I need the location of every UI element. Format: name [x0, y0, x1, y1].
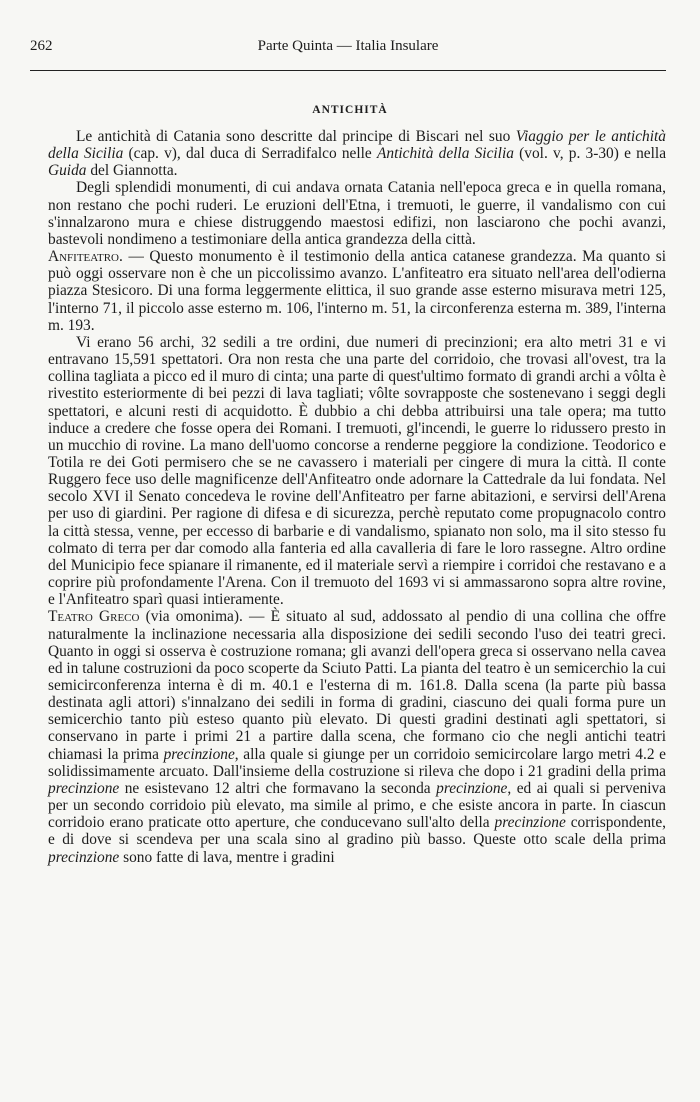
body-text — [48, 128, 666, 866]
text-run: sono fatte di lava, mentre i gradini — [119, 848, 335, 866]
page-number: 262 — [30, 38, 53, 54]
text-run: corrispondente, e di dove si scendeva per una scala sino al gradino più basso. Queste otto scale della prima — [48, 814, 666, 849]
paragraph-sources — [48, 128, 666, 179]
header-rule — [30, 70, 666, 71]
entry-heading-teatro-greco: Teatro Greco — [48, 608, 140, 626]
paragraph-anfiteatro-history: Vi erano 56 archi, 32 sedili a tre ordini, due numeri di precinzioni; era alto metri 31 e vi entravano 15,591 spettatori. Ora non resta che una parte del corridoio, che trovasi all'ovest, tra la collina tagliata a picco ed il muro di cinta; una parte di quest'ultimo formato di grandi archi a vôlta è rivestito esteriormente di bei pezzi di lava tagliati; vôlte sovrapposte che sostenevano i seggi degli spettatori, e alcuni resti di acquidotto. È dubbio a chi debba attribuirsi una tale opera; ma tutto induce a credere che fosse opera dei Romani. I tremuoti, gl'incendi, le guerre lo ridussero presto in un mucchio di rovine. La mano dell'uomo concorse a renderne peggiore la condizione. Teodorico e Totila re dei Goti permisero che se ne cavassero i materiali per cingere di mura la città. Il conte Ruggero fece uso delle magnificenze dell'Anfiteatro onde adornare la Cattedrale da lui fondata. Nel secolo XVI il Senato concedeva le rovine dell'Anfiteatro per farne abitazioni, e servirsi dell'Arena per uso di giardini. Per ragione di difesa e di sicurezza, perchè reputato come propugnacolo contro la città stessa, venne, per eccesso di barbarie e di vandalismo, spianato non solo, ma il sito stesso fu colmato di terra per dar comodo alla fanteria ed alla cavalleria di fare le loro rassegne. Altro ordine del Municipio fece spianare il rimanente, ed il materiale servì a riempire i corridoi che restavano e a coprire più profondamente l'Arena. Con il tremuoto del 1693 vi si ammassarono sopra altre rovine, e l'Anfiteatro sparì quasi intieramente. — [48, 333, 666, 609]
running-title: Parte Quinta — Italia Insulare — [257, 38, 439, 54]
text-run: Le antichità di Catania sono descritte dal principe di Biscari nel suo — [76, 128, 516, 145]
book-title-guida: Guida — [48, 162, 87, 180]
text-run: , alla quale si giunge per un corridoio semicircolare largo metri 4.2 e solidissimamente arcuato. Dall'insieme della costruzione si rileva che dopo i 21 gradini della prima — [48, 745, 666, 780]
term-precinzione: precinzione — [494, 814, 566, 832]
book-title-viaggio: Viaggio per le antichità della Sicilia — [48, 128, 666, 163]
page-header — [30, 38, 666, 62]
term-precinzione: precinzione — [48, 779, 120, 797]
text-run: ne esistevano 12 altri che formavano la seconda — [119, 779, 437, 797]
text-run: (vol. v, p. 3-30) e nella — [513, 145, 667, 163]
paragraph-monuments: Degli splendidi monumenti, di cui andava ornata Catania nell'epoca greca e in quella romana, non restano che pochi ruderi. Le eruzioni dell'Etna, i tremuoti, le guerre, il vandalismo con cui s'innalzarono mura e chiese distruggendo maestosi edifizi, non lasciarono che pochi avanzi, bastevoli nondimeno a testimoniare della antica grandezza della città. — [48, 179, 666, 248]
text-run: — Questo monumento è il testimonio della antica catanese grandezza. Ma quanto si può oggi osservare non è che un piccolissimo avanzo. L'anfiteatro era situato nell'area dell'odierna piazza Stesicoro. Di una forma leggermente elittica, il suo grande asse esterno misurava metri 125, l'interno 71, il piccolo asse esterno m. 106, l'interno m. 51, la circonferenza esterna m. 389, l'interna m. 193. — [48, 248, 666, 334]
text-run: del Giannotta. — [86, 162, 178, 180]
term-precinzione: precinzione — [163, 745, 235, 763]
term-precinzione: precinzione — [48, 848, 120, 866]
paragraph-anfiteatro — [48, 248, 666, 334]
section-title: ANTICHITÀ — [312, 104, 388, 116]
paragraph-teatro-greco — [48, 608, 666, 865]
text-run: , ed ai quali si perveniva per un secondo corridoio più elevato, ma simile al primo, e che esiste ancora in parte. In ciascun corridoio erano praticate otto aperture, che conducevano sull'alto della — [48, 779, 667, 832]
book-title-antichita: Antichità della Sicilia — [376, 145, 514, 163]
term-precinzione: precinzione — [436, 779, 508, 797]
text-run: (cap. v), dal duca di Serradifalco nelle — [123, 145, 377, 163]
text-run: (via omonima). — È situato al sud, addossato al pendio di una collina che offre naturalmente la inclinazione necessaria alla disposizione dei sedili secondo l'uso dei teatri greci. Quanto in oggi si osserva è costruzione romana; gli avanzi dell'opera greca si osservano nella cavea ed in talune costruzioni da poco scoperte da Sciuto Patti. La pianta del teatro è un semicerchio la cui semicirconferenza interna è di m. 40.1 e l'esterna di m. 161.8. Dalla scena (la parte più bassa destinata agli attori) s'innalzano dei sedili in forma di gradini, ciascuno dei quali forma pure un semicerchio tanto più esteso quanto più elevato. Di questi gradini destinati agli spettatori, si conservano in parte i primi 21 a partire dalla scena, che formano cio che negli antichi teatri chiamasi la prima — [48, 608, 666, 763]
entry-heading-anfiteatro: Anfiteatro. — [48, 248, 123, 266]
